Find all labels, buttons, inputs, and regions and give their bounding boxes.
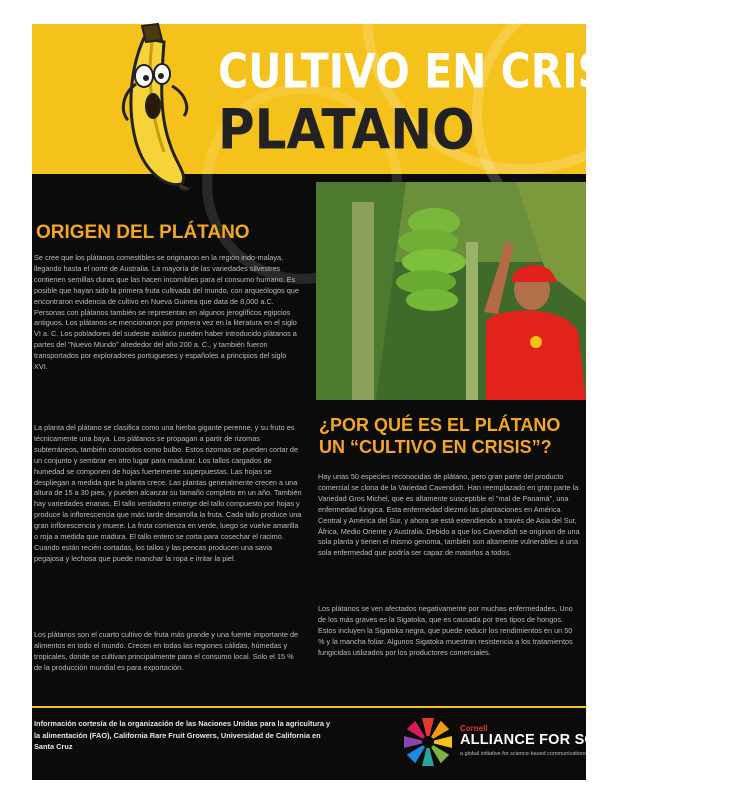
crisis-paragraph-2: Los plátanos se ven afectados negativamente por muchas enfermedades. Uno de los más graves es la Sigatoka, que es causada por tres tipos de hongos. Estos incluyen la Sigatoka negra, que puede reducir los rendimientos en un 50 % y la mancha foliar. Algunos Sigatoka muestran resistencia a los tratamientos fungicidas utilizados por los productores comerciales. (318, 604, 573, 657)
document-page (32, 24, 669, 780)
origen-paragraph-2: La planta del plátano se clasifica como una hierba gigante perenne, y su fruto es técnicamente una baya. Los plátanos se propagan a partir de rizomas subterráneos, también conocidos como bulbo. Estos rizomas se pueden cortar de un conjunto y sembrar en otro lugar para madurar. Los tallos cargados de humedad se componen de hojas fuertemente superpuestas. Las hojas se despliegan a medida que la planta crece. Las plantas generalmente crecen a una altura de 15 a 30 pies, y pueden alcanzar su tamaño completo en un año. También hay variedades enanas. El tallo verdadero emerge del tallo compuesto por hojas y produce la inflorescencia que más tarde desarrolla la fruta. Cada tallo produce una gran inflorescencia y muere. La fruta comienza en verde, luego se vuelve amarilla o roja a medida que madura. El tallo entero se corta para cosechar el racimo. Cuando están recién cortadas, los tallos y las pencas producen una savia pegajosa y lechosa que puede manchar la ropa e irritar la piel. (34, 423, 302, 563)
heading-origen: ORIGEN DEL PLÁTANO (36, 222, 250, 243)
credit-text: Información cortesía de la organización de las Naciones Unidas para la agricultura y la alimentación (FAO), California Rare Fruit Growers, Universidad de California en Santa Cruz (34, 719, 331, 751)
origen-paragraph-1: Se cree que los plátanos comestibles se originaron en la región indo-malaya, llegando hasta el norte de Australia. La mayoría de las variedades silvestres contienen semillas duras que las hacen incomibles para el consumo humano. Es posible que hayan sido la primera fruta cultivada del mundo, con arqueólogos que encontraron evidencia de cultivo en Nueva Guinea que data de 8,000 a.C. Personas con plátanos también se representan en algunos jeroglíficos egipcios antiguos. Los plátanos se mencionaron por primera vez en la literatura en el siglo VI a. C. Los pobladores del sudeste asiático pueden haber introducido plátanos a partes del "Nuevo Mundo" alrededor del año 200 a. C., y también fueron transportados por exploradores portugueses y españoles a principios del siglo XVI. (34, 253, 299, 372)
heading-line-2: UN “CULTIVO EN CRISIS”? (319, 437, 552, 457)
title-line-2: PLATANO (218, 98, 475, 162)
alliance-for-science-logo-icon (400, 714, 456, 770)
banana-farmer-photo (316, 182, 586, 400)
heading-cultivo-en-crisis (319, 414, 560, 458)
logo-name-text: ALLIANCE FOR SCIENCE (460, 732, 641, 748)
title-line-1: CULTIVO EN CRISIS: (218, 44, 669, 100)
heading-line-1: ¿POR QUÉ ES EL PLÁTANO (319, 415, 561, 435)
logo-tagline-text: a global initiative for science-based communications (460, 751, 587, 757)
footer (32, 706, 641, 782)
cartoon-banana-icon (92, 24, 222, 194)
origen-paragraph-3: Los plátanos son el cuarto cultivo de fruta más grande y una fuente importante de alimentos en todo el mundo. Crecen en todas las regiones cálidas, húmedas y tropicales, donde se cultivan principalmente para el consumo local. Solo el 15 % de la producción mundial es para exportación. (34, 630, 299, 672)
logo-cornell-text: Cornell (460, 724, 488, 733)
crisis-paragraph-1: Hay unas 50 especies reconocidas de plátano, pero gran parte del producto comercial se clona de la Variedad Cavendish. Han reemplazado en gran parte la Variedad Gros Michel, que es altamente susceptible el "mal de Panamá", una enfermedad fúngica. Esta enfermedad diezmó las plantaciones en América Central y América del Sur, y ahora se está extendiendo a través de Asia del Sur, África, Medio Oriente y Australia. Debido a que los Cavendish se originan de una sola planta y tienen el mismo genoma, también son altamente vulnerables a una sola enfermedad que podría ser capaz de matarlos a todos. (318, 472, 580, 558)
